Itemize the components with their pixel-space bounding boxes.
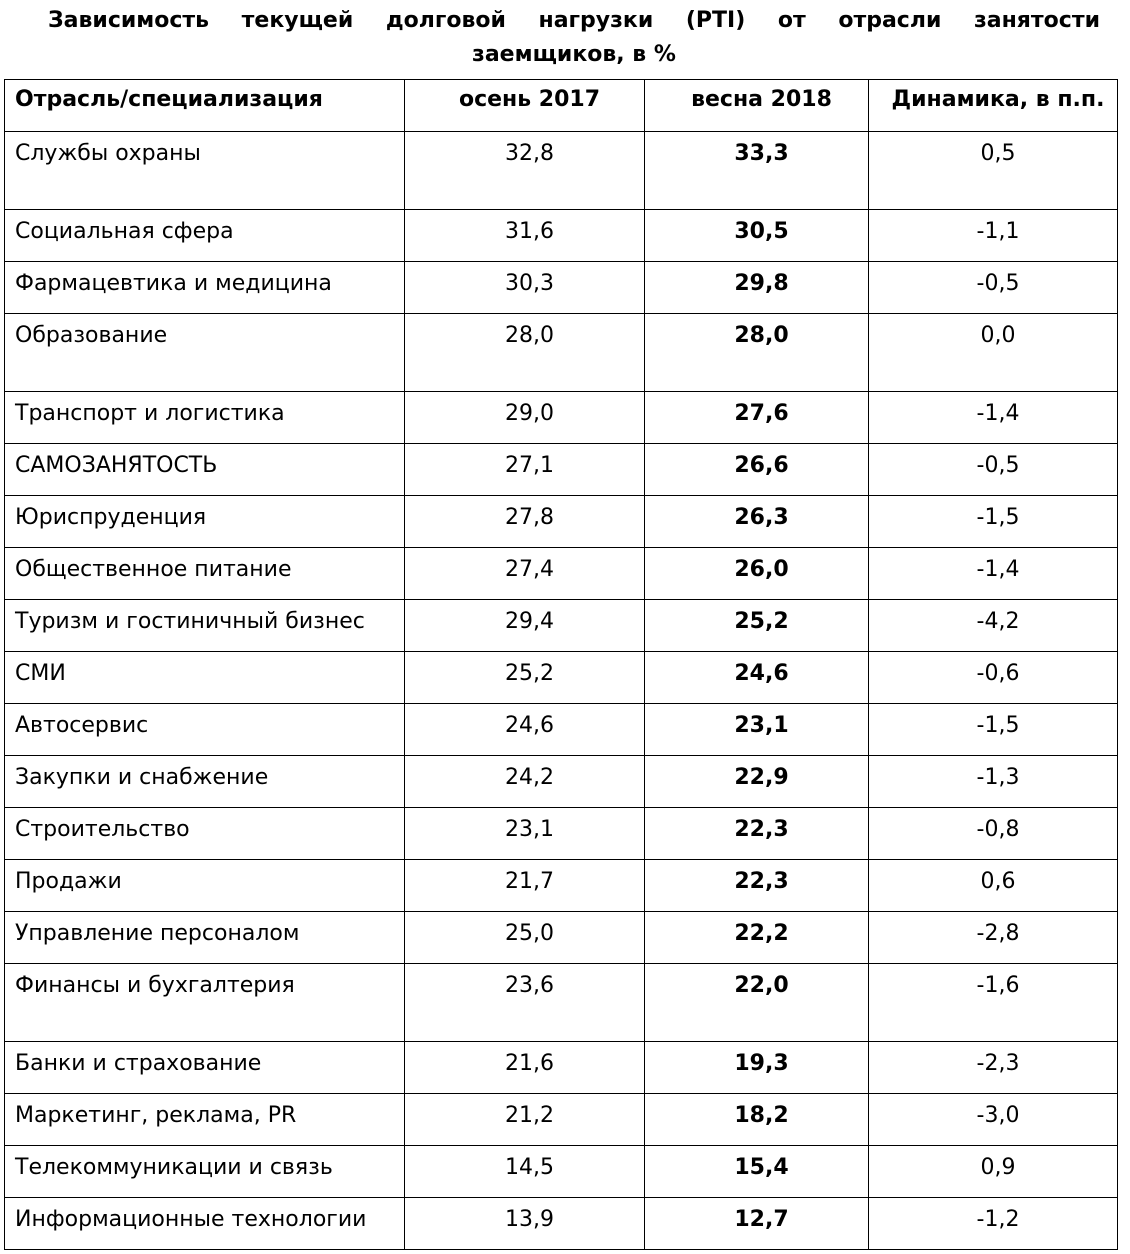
table-row	[5, 262, 1118, 314]
header-spring-2018: весна 2018	[645, 80, 869, 132]
cell-delta: -1,4	[869, 392, 1118, 444]
table-row	[5, 1146, 1118, 1198]
cell-autumn-2017: 27,4	[405, 548, 645, 600]
title-line-2: заемщиков, в %	[472, 42, 676, 67]
cell-industry: Закупки и снабжение	[5, 756, 405, 808]
cell-industry: Банки и страхование	[5, 1042, 405, 1094]
header-row	[5, 80, 1118, 132]
page-title	[48, 4, 1100, 72]
cell-industry: САМОЗАНЯТОСТЬ	[5, 444, 405, 496]
cell-autumn-2017: 23,6	[405, 964, 645, 1042]
cell-autumn-2017: 28,0	[405, 314, 645, 392]
cell-industry: Управление персоналом	[5, 912, 405, 964]
cell-spring-2018: 15,4	[645, 1146, 869, 1198]
cell-autumn-2017: 13,9	[405, 1198, 645, 1250]
cell-spring-2018: 26,6	[645, 444, 869, 496]
table-row	[5, 314, 1118, 392]
cell-spring-2018: 22,0	[645, 964, 869, 1042]
cell-industry: Продажи	[5, 860, 405, 912]
table-row	[5, 912, 1118, 964]
cell-autumn-2017: 24,2	[405, 756, 645, 808]
table-row	[5, 652, 1118, 704]
cell-industry: Юриспруденция	[5, 496, 405, 548]
cell-delta: -0,8	[869, 808, 1118, 860]
cell-autumn-2017: 30,3	[405, 262, 645, 314]
cell-industry: Транспорт и логистика	[5, 392, 405, 444]
cell-autumn-2017: 21,6	[405, 1042, 645, 1094]
cell-delta: -0,5	[869, 444, 1118, 496]
table-row	[5, 392, 1118, 444]
cell-spring-2018: 18,2	[645, 1094, 869, 1146]
cell-delta: 0,5	[869, 132, 1118, 210]
cell-delta: 0,6	[869, 860, 1118, 912]
table-row	[5, 860, 1118, 912]
cell-spring-2018: 12,7	[645, 1198, 869, 1250]
cell-delta: -1,3	[869, 756, 1118, 808]
cell-delta: -0,5	[869, 262, 1118, 314]
table-row	[5, 704, 1118, 756]
cell-industry: Туризм и гостиничный бизнес	[5, 600, 405, 652]
cell-delta: -1,1	[869, 210, 1118, 262]
cell-industry: Финансы и бухгалтерия	[5, 964, 405, 1042]
cell-delta: -0,6	[869, 652, 1118, 704]
cell-delta: -1,4	[869, 548, 1118, 600]
cell-autumn-2017: 21,7	[405, 860, 645, 912]
cell-delta: -1,5	[869, 704, 1118, 756]
cell-spring-2018: 19,3	[645, 1042, 869, 1094]
cell-spring-2018: 30,5	[645, 210, 869, 262]
table-row	[5, 548, 1118, 600]
cell-autumn-2017: 24,6	[405, 704, 645, 756]
cell-delta: 0,0	[869, 314, 1118, 392]
cell-delta: -4,2	[869, 600, 1118, 652]
cell-industry: Маркетинг, реклама, PR	[5, 1094, 405, 1146]
cell-industry: Службы охраны	[5, 132, 405, 210]
cell-autumn-2017: 25,0	[405, 912, 645, 964]
table-row	[5, 756, 1118, 808]
table-row	[5, 1198, 1118, 1250]
cell-autumn-2017: 31,6	[405, 210, 645, 262]
cell-autumn-2017: 21,2	[405, 1094, 645, 1146]
cell-delta: -2,8	[869, 912, 1118, 964]
cell-industry: Строительство	[5, 808, 405, 860]
header-delta: Динамика, в п.п.	[869, 80, 1118, 132]
title-line-1: Зависимость текущей долговой нагрузки (PTI) от отрасли занятости	[48, 8, 1100, 33]
cell-autumn-2017: 25,2	[405, 652, 645, 704]
cell-autumn-2017: 27,8	[405, 496, 645, 548]
cell-spring-2018: 33,3	[645, 132, 869, 210]
cell-industry: Информационные технологии	[5, 1198, 405, 1250]
cell-autumn-2017: 29,0	[405, 392, 645, 444]
cell-spring-2018: 26,3	[645, 496, 869, 548]
table-row	[5, 1094, 1118, 1146]
header-industry: Отрасль/специализация	[5, 80, 405, 132]
cell-delta: -1,2	[869, 1198, 1118, 1250]
cell-industry: Общественное питание	[5, 548, 405, 600]
cell-spring-2018: 28,0	[645, 314, 869, 392]
cell-autumn-2017: 27,1	[405, 444, 645, 496]
cell-spring-2018: 27,6	[645, 392, 869, 444]
cell-spring-2018: 22,2	[645, 912, 869, 964]
table-row	[5, 496, 1118, 548]
table-body	[5, 132, 1118, 1250]
table-row	[5, 132, 1118, 210]
table-row	[5, 210, 1118, 262]
cell-delta: -1,5	[869, 496, 1118, 548]
cell-spring-2018: 26,0	[645, 548, 869, 600]
cell-industry: Образование	[5, 314, 405, 392]
table-row	[5, 600, 1118, 652]
cell-spring-2018: 25,2	[645, 600, 869, 652]
cell-spring-2018: 24,6	[645, 652, 869, 704]
cell-spring-2018: 22,3	[645, 860, 869, 912]
cell-spring-2018: 29,8	[645, 262, 869, 314]
cell-industry: Социальная сфера	[5, 210, 405, 262]
table-row	[5, 964, 1118, 1042]
cell-autumn-2017: 14,5	[405, 1146, 645, 1198]
header-autumn-2017: осень 2017	[405, 80, 645, 132]
cell-spring-2018: 22,3	[645, 808, 869, 860]
cell-industry: Фармацевтика и медицина	[5, 262, 405, 314]
cell-delta: -3,0	[869, 1094, 1118, 1146]
cell-spring-2018: 23,1	[645, 704, 869, 756]
cell-autumn-2017: 32,8	[405, 132, 645, 210]
cell-delta: -1,6	[869, 964, 1118, 1042]
cell-spring-2018: 22,9	[645, 756, 869, 808]
table-row	[5, 1042, 1118, 1094]
table-header	[5, 80, 1118, 132]
cell-delta: -2,3	[869, 1042, 1118, 1094]
cell-autumn-2017: 23,1	[405, 808, 645, 860]
cell-industry: СМИ	[5, 652, 405, 704]
table-row	[5, 444, 1118, 496]
cell-delta: 0,9	[869, 1146, 1118, 1198]
cell-industry: Автосервис	[5, 704, 405, 756]
pti-table	[4, 79, 1118, 1250]
cell-autumn-2017: 29,4	[405, 600, 645, 652]
cell-industry: Телекоммуникации и связь	[5, 1146, 405, 1198]
table-row	[5, 808, 1118, 860]
